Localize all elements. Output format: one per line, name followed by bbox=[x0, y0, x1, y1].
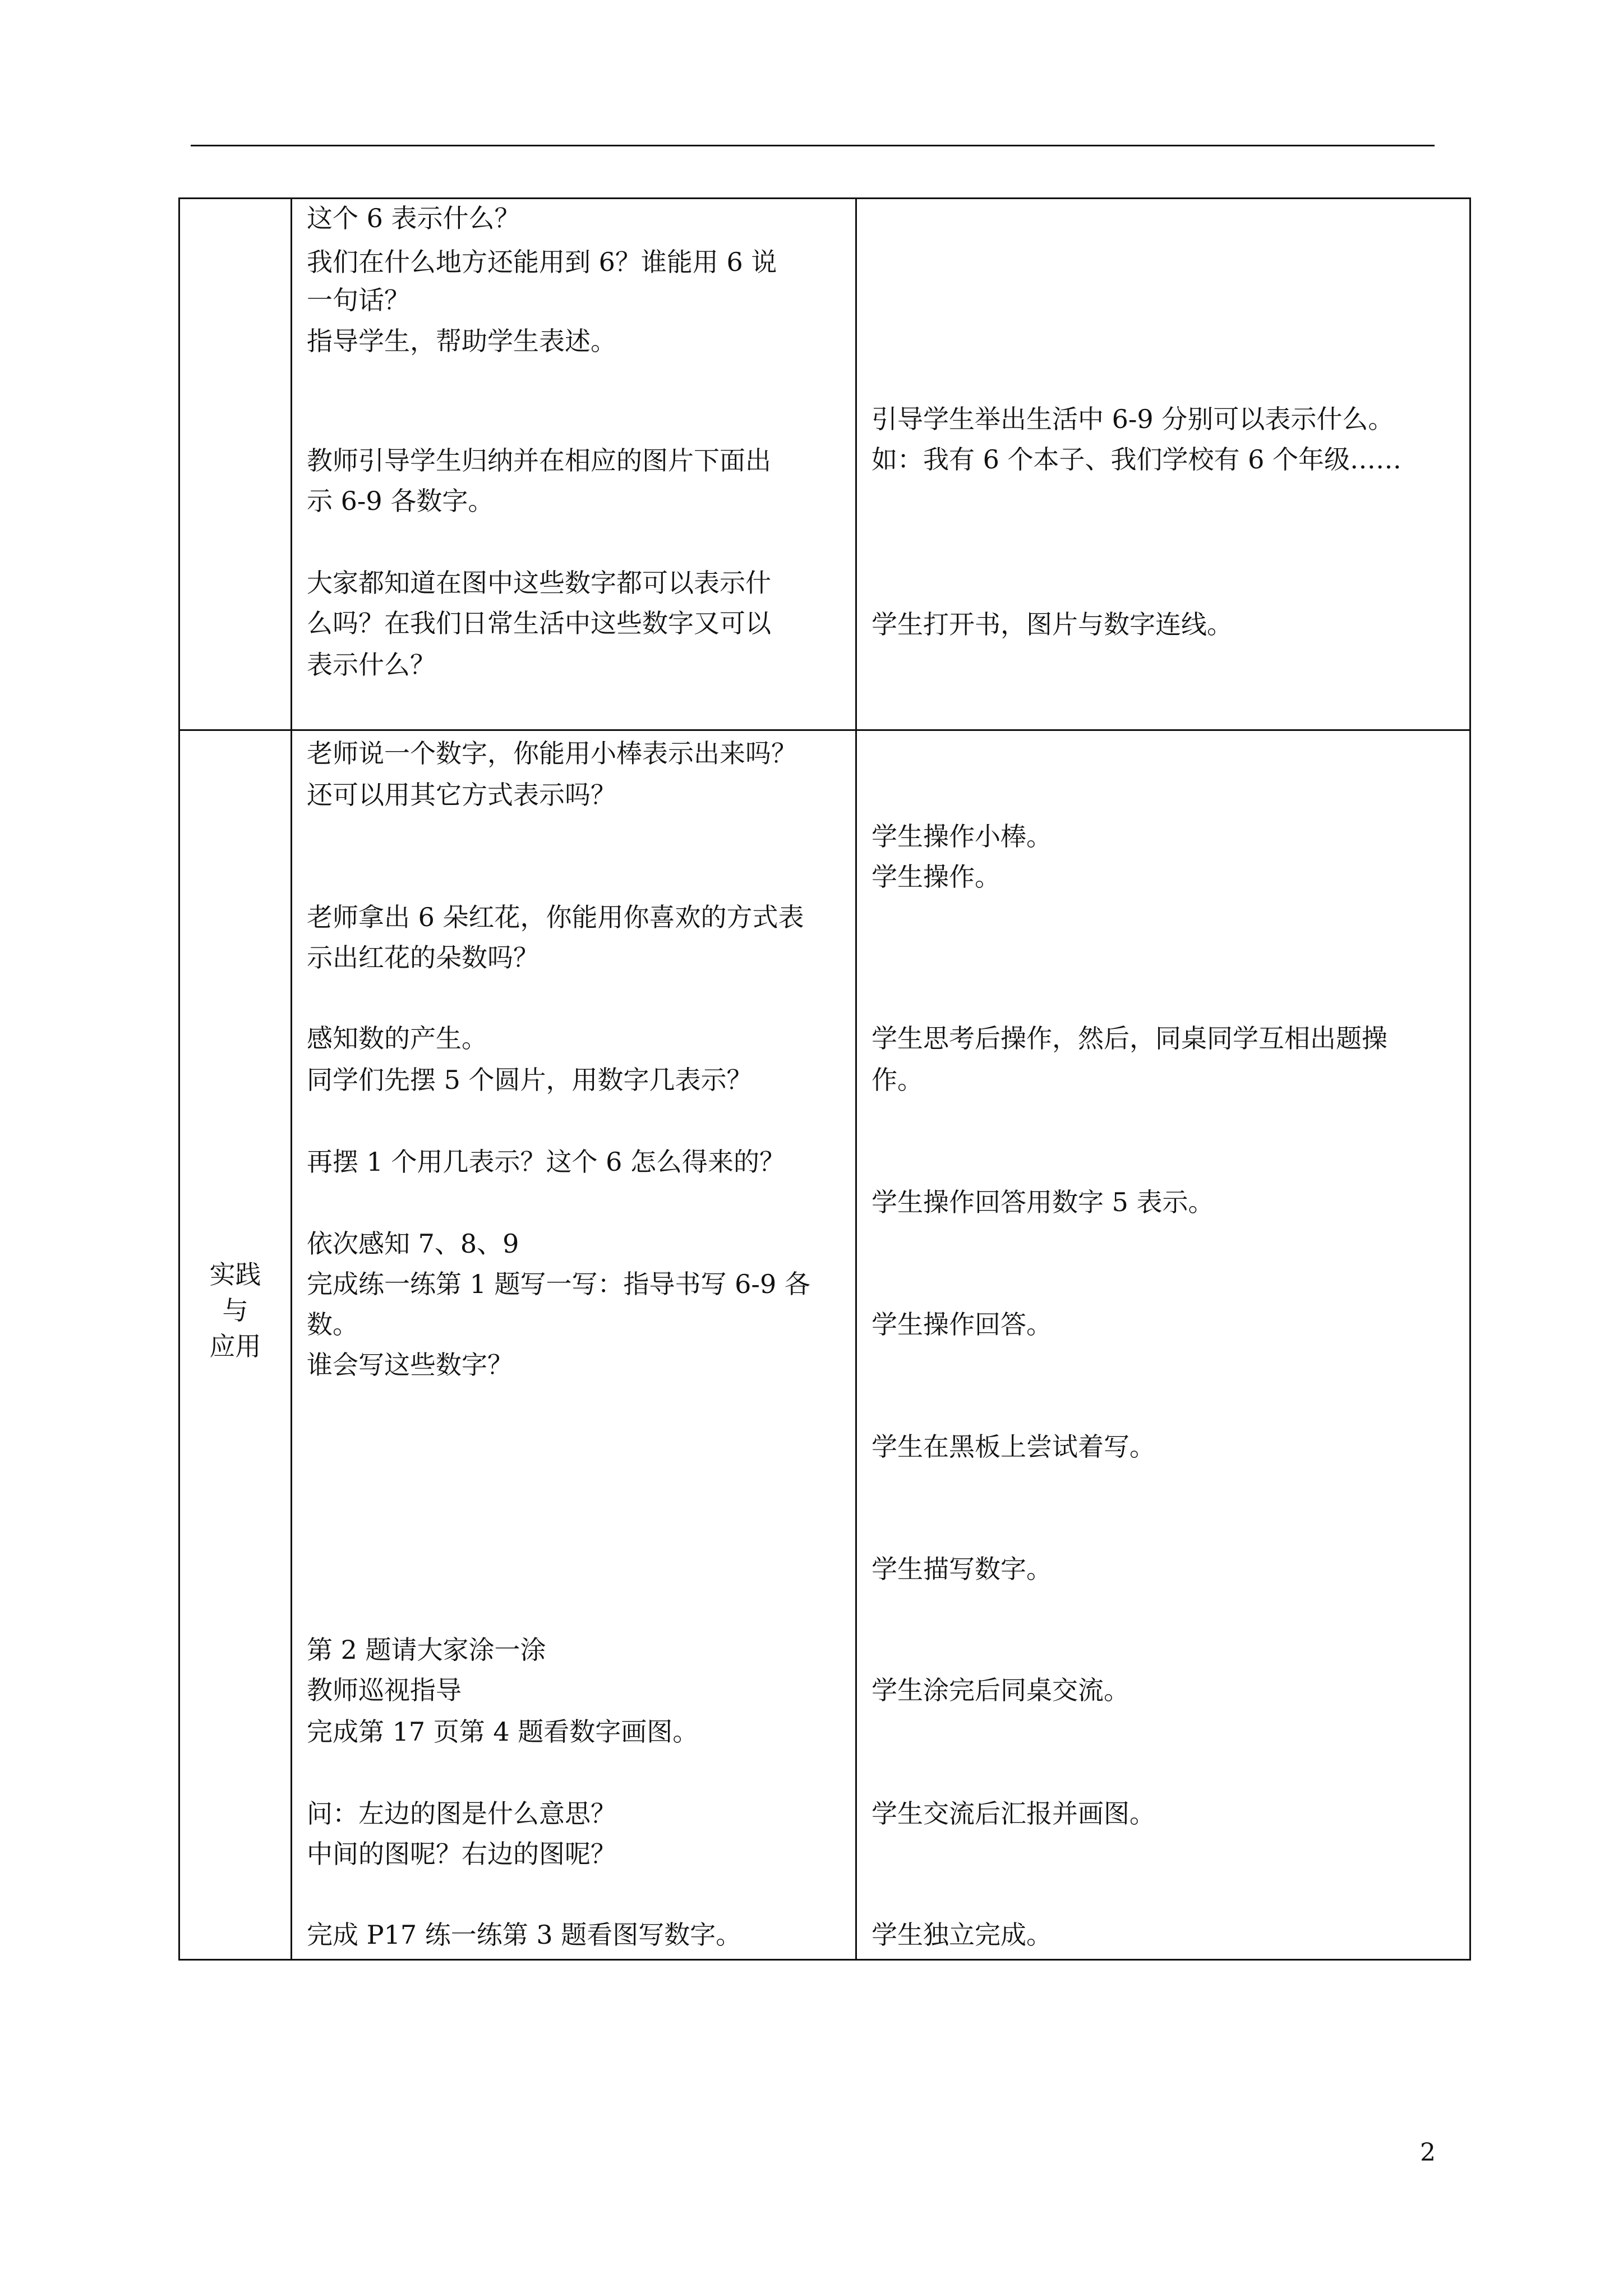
section-cell-empty bbox=[179, 199, 292, 730]
lesson-plan-table bbox=[178, 197, 1471, 1961]
student-line: 学生独立完成。 bbox=[872, 1920, 1052, 1950]
section-label: 与 bbox=[222, 1295, 248, 1326]
student-line: 学生打开书，图片与数字连线。 bbox=[872, 609, 1233, 639]
section-label-cell bbox=[179, 730, 292, 1960]
teacher-activity-cell bbox=[292, 730, 856, 1960]
teacher-line: 大家都知道在图中这些数字都可以表示什 bbox=[307, 568, 771, 598]
teacher-line: 示 6-9 各数字。 bbox=[307, 486, 494, 516]
student-line: 学生涂完后同桌交流。 bbox=[872, 1675, 1129, 1705]
student-line: 学生操作。 bbox=[872, 862, 1000, 892]
teacher-line: 数。 bbox=[307, 1309, 358, 1340]
section-label: 实践 bbox=[209, 1259, 261, 1290]
student-line: 作。 bbox=[872, 1065, 923, 1095]
teacher-line: 问：左边的图是什么意思？ bbox=[307, 1798, 616, 1829]
teacher-line: 我们在什么地方还能用到 6？谁能用 6 说 bbox=[307, 247, 777, 277]
page-number: 2 bbox=[1420, 2138, 1436, 2167]
teacher-line: 老师拿出 6 朵红花，你能用你喜欢的方式表 bbox=[307, 902, 804, 932]
teacher-line: 表示什么？ bbox=[307, 650, 436, 680]
student-line: 学生交流后汇报并画图。 bbox=[872, 1798, 1155, 1829]
teacher-line: 教师引导学生归纳并在相应的图片下面出 bbox=[307, 445, 771, 476]
student-line: 学生操作小棒。 bbox=[872, 821, 1052, 852]
teacher-line: 第 2 题请大家涂一涂 bbox=[307, 1635, 546, 1665]
teacher-line: 依次感知 7、8、9 bbox=[307, 1228, 519, 1259]
teacher-activity-cell bbox=[292, 199, 856, 730]
table-row bbox=[179, 199, 1470, 730]
teacher-line: 还可以用其它方式表示吗？ bbox=[307, 780, 616, 810]
teacher-line: 么吗？在我们日常生活中这些数字又可以 bbox=[307, 608, 771, 638]
student-activity-cell bbox=[856, 730, 1470, 1960]
teacher-line: 谁会写这些数字？ bbox=[307, 1350, 513, 1380]
student-line: 学生思考后操作，然后，同桌同学互相出题操 bbox=[872, 1023, 1387, 1053]
teacher-line: 一句话？ bbox=[307, 285, 410, 315]
student-line: 引导学生举出生活中 6-9 分别可以表示什么。 bbox=[872, 404, 1394, 434]
student-activity-cell bbox=[856, 199, 1470, 730]
student-line: 学生描写数字。 bbox=[872, 1554, 1052, 1584]
section-label: 应用 bbox=[209, 1331, 261, 1361]
student-line: 如：我有 6 个本子、我们学校有 6 个年级…… bbox=[872, 444, 1402, 475]
teacher-line: 教师巡视指导 bbox=[307, 1675, 462, 1705]
teacher-line: 完成练一练第 1 题写一写：指导书写 6-9 各 bbox=[307, 1269, 810, 1299]
teacher-line: 再摆 1 个用几表示？这个 6 怎么得来的？ bbox=[307, 1147, 786, 1177]
teacher-line: 中间的图呢？右边的图呢？ bbox=[307, 1839, 616, 1869]
student-line: 学生在黑板上尝试着写。 bbox=[872, 1432, 1155, 1462]
student-line: 学生操作回答用数字 5 表示。 bbox=[872, 1187, 1214, 1217]
teacher-line: 完成第 17 页第 4 题看数字画图。 bbox=[307, 1717, 699, 1747]
header-rule bbox=[191, 145, 1435, 146]
teacher-line: 完成 P17 练一练第 3 题看图写数字。 bbox=[307, 1920, 742, 1950]
teacher-line: 老师说一个数字，你能用小棒表示出来吗？ bbox=[307, 738, 797, 769]
teacher-line: 感知数的产生。 bbox=[307, 1023, 487, 1053]
student-line: 学生操作回答。 bbox=[872, 1309, 1052, 1340]
table-row bbox=[179, 730, 1470, 1960]
teacher-line: 指导学生，帮助学生表述。 bbox=[307, 326, 616, 356]
teacher-line: 这个 6 表示什么？ bbox=[307, 203, 520, 233]
teacher-line: 示出红花的朵数吗？ bbox=[307, 942, 539, 973]
teacher-line: 同学们先摆 5 个圆片，用数字几表示？ bbox=[307, 1065, 753, 1095]
